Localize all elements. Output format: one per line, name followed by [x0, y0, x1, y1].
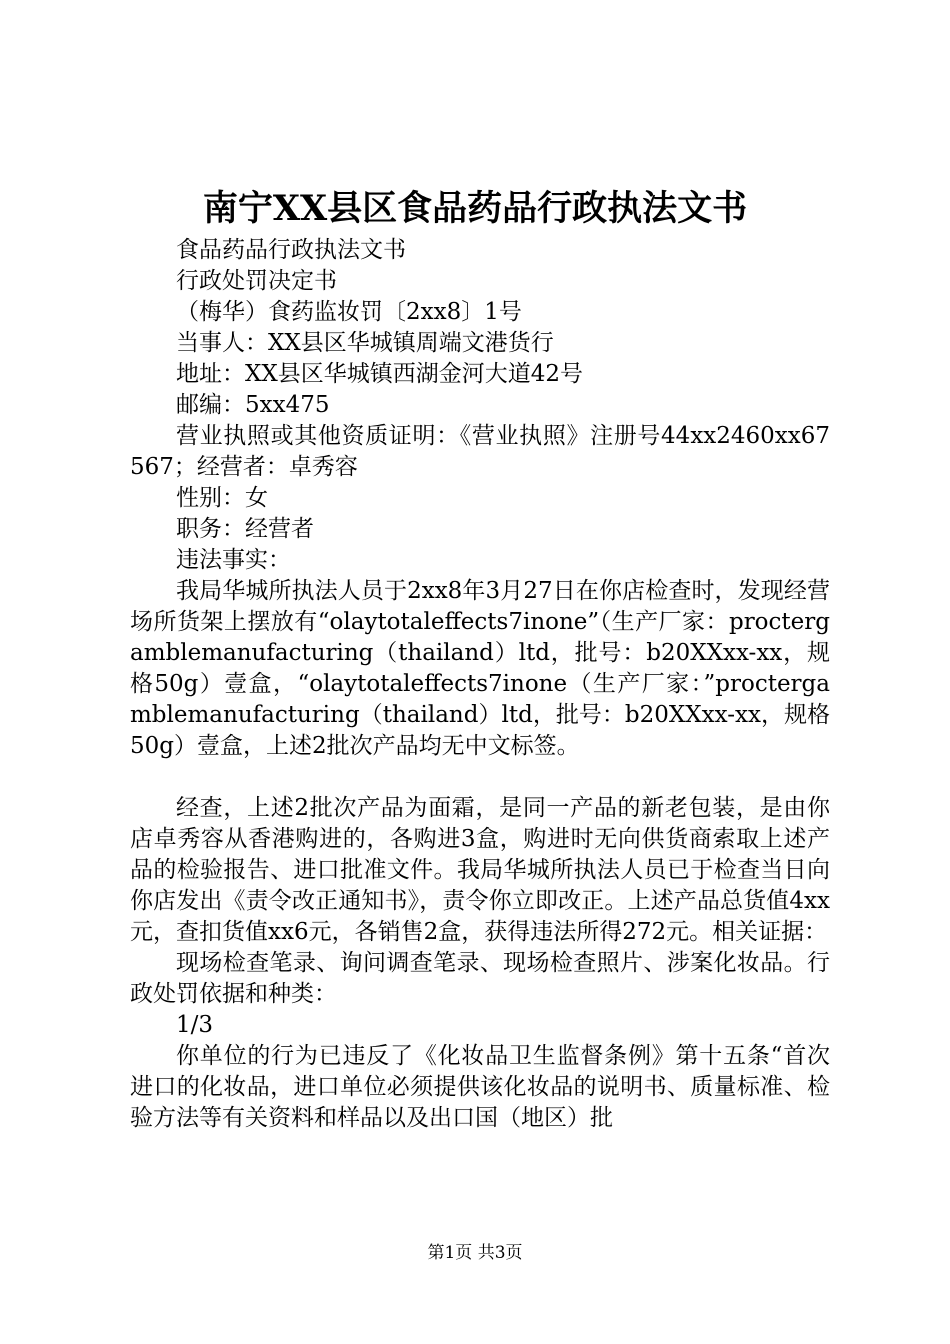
- paragraph-page-marker: 1/3: [176, 1012, 214, 1038]
- paragraph-facts-heading: 违法事实：: [176, 547, 291, 573]
- paragraph-doc-type: 食品药品行政执法文书: [176, 237, 406, 263]
- paragraph-license: 营业执照或其他资质证明：《营业执照》注册号44xx2460xx67567；经营者：卓秀容: [130, 423, 830, 480]
- paragraph-party: 当事人：XX县区华城镇周端文港货行: [176, 330, 554, 356]
- paragraph-facts: 我局华城所执法人员于2xx8年3月27日在你店检查时，发现经营场所货架上摆放有“olaytotaleffects7inone”（生产厂家：proctergamblemanufacturing（thailand）ltd，批号：b20XXxx-xx，规格50g）壹盒，“olaytotaleffects7inone（生产厂家：”proctergamblemanufacturing（thailand）ltd，批号：b20XXxx-xx，规格50g）壹盒，上述2批次产品均无中文标签。: [130, 578, 830, 759]
- paragraph-address: 地址：XX县区华城镇西湖金河大道42号: [176, 361, 584, 387]
- paragraph-evidence: 现场检查笔录、询问调查笔录、现场检查照片、涉案化妆品。行政处罚依据和种类：: [130, 950, 830, 1007]
- document-body: [130, 235, 830, 1134]
- paragraph-violation: 你单位的行为已违反了《化妆品卫生监督条例》第十五条“首次进口的化妆品，进口单位必须提供该化妆品的说明书、质量标准、检验方法等有关资料和样品以及出口国（地区）批: [130, 1043, 830, 1131]
- paragraph-gender: 性别：女: [176, 485, 268, 511]
- paragraph-decision-title: 行政处罚决定书: [176, 268, 337, 294]
- paragraph-postcode: 邮编：5xx475: [176, 392, 330, 418]
- document-title: 南宁XX县区食品药品行政执法文书: [202, 188, 748, 229]
- paragraph-investigation: 经查，上述2批次产品为面霜，是同一产品的新老包装，是由你店卓秀容从香港购进的，各购进3盒，购进时无向供货商索取上述产品的检验报告、进口批准文件。我局华城所执法人员已于检查当日向你店发出《责令改正通知书》，责令你立即改正。上述产品总货值4xx元，查扣货值xx6元，各销售2盒，获得违法所得272元。相关证据：: [130, 795, 830, 945]
- page-footer: 第1页 共3页: [427, 1243, 523, 1263]
- paragraph-case-number: （梅华）食药监妆罚〔2xx8〕1号: [176, 299, 522, 325]
- paragraph-position: 职务：经营者: [176, 516, 314, 542]
